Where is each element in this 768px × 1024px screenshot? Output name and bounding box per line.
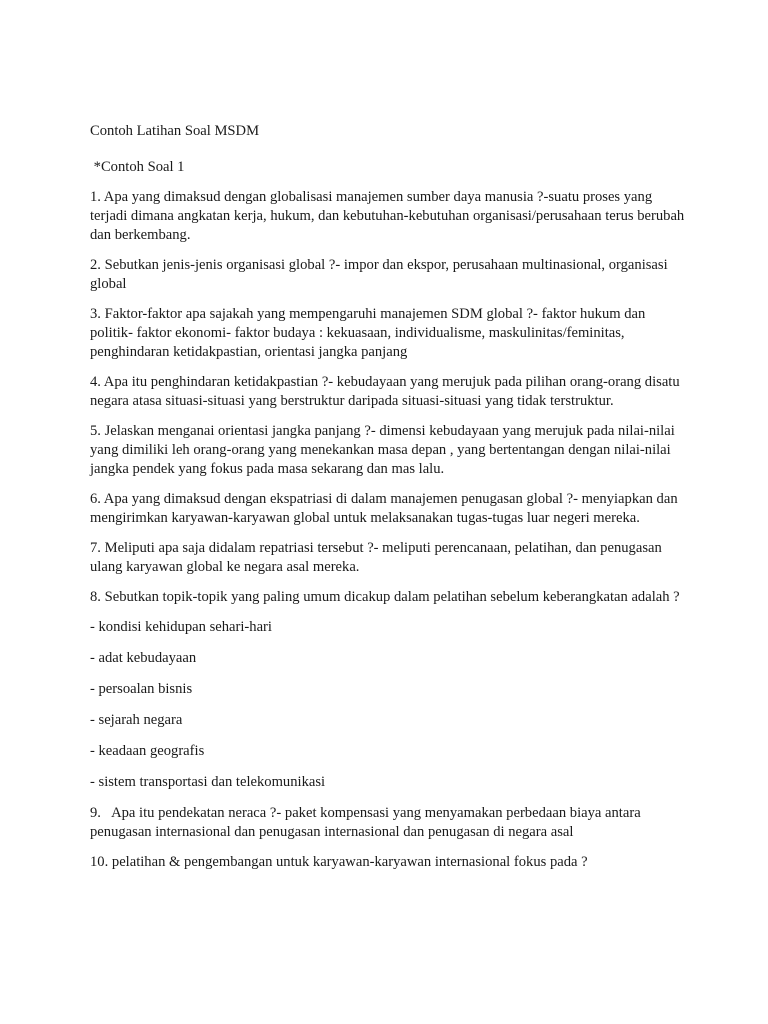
document-body (90, 122, 690, 883)
question-6: 6. Apa yang dimaksud dengan ekspatriasi di dalam manajemen penugasan global ?- menyiapkan dan mengirimkan karyawan-karyawan global untuk melaksanakan tugas-tugas luar negeri mereka. (90, 491, 682, 526)
question-10: 10. pelatihan & pengembangan untuk karyawan-karyawan internasional fokus pada ? (90, 854, 588, 870)
bullet-item: - sistem transportasi dan telekomunikasi (90, 774, 326, 790)
bullet-item: - adat kebudayaan (90, 650, 197, 666)
bullet-item: - kondisi kehidupan sehari-hari (90, 619, 272, 635)
question-8: 8. Sebutkan topik-topik yang paling umum dicakup dalam pelatihan sebelum keberangkatan adalah ? (90, 589, 680, 605)
question-7: 7. Meliputi apa saja didalam repatriasi tersebut ?- meliputi perencanaan, pelatihan, dan penugasan ulang karyawan global ke negara asal mereka. (90, 540, 666, 575)
question-5: 5. Jelaskan menganai orientasi jangka panjang ?- dimensi kebudayaan yang merujuk pada nilai-nilai yang dimiliki leh orang-orang yang menekankan masa depan , yang bertentangan dengan nilai-nilai jangka pendek yang fokus pada masa sekarang dan mas lalu. (90, 423, 679, 477)
bullet-item: - persoalan bisnis (90, 681, 193, 697)
document-title: Contoh Latihan Soal MSDM (90, 123, 260, 139)
question-3: 3. Faktor-faktor apa sajakah yang mempengaruhi manajemen SDM global ?- faktor hukum dan politik- faktor ekonomi- faktor budaya : kekuasaan, individualisme, maskulinitas/feminitas, penghindaran ketidakpastian, orientasi jangka panjang (90, 306, 649, 360)
bullet-item: - sejarah negara (90, 712, 183, 728)
question-4: 4. Apa itu penghindaran ketidakpastian ?- kebudayaan yang merujuk pada pilihan orang-orang disatu negara atasa situasi-situasi yang berstruktur daripada situasi-situasi yang tidak terstruktur. (90, 374, 684, 409)
question-9: 9. Apa itu pendekatan neraca ?- paket kompensasi yang menyamakan perbedaan biaya antara penugasan internasional dan penugasan internasional dan penugasan di negara asal (90, 805, 645, 840)
bullet-item: - keadaan geografis (90, 743, 205, 759)
question-2: 2. Sebutkan jenis-jenis organisasi global ?- impor dan ekspor, perusahaan multinasional, organisasi global (90, 257, 672, 292)
document-subtitle: *Contoh Soal 1 (90, 159, 185, 175)
question-1: 1. Apa yang dimaksud dengan globalisasi manajemen sumber daya manusia ?-suatu proses yang terjadi dimana angkatan kerja, hukum, dan kebutuhan-kebutuhan organisasi/perusahaan terus berubah dan berkembang. (90, 189, 688, 243)
